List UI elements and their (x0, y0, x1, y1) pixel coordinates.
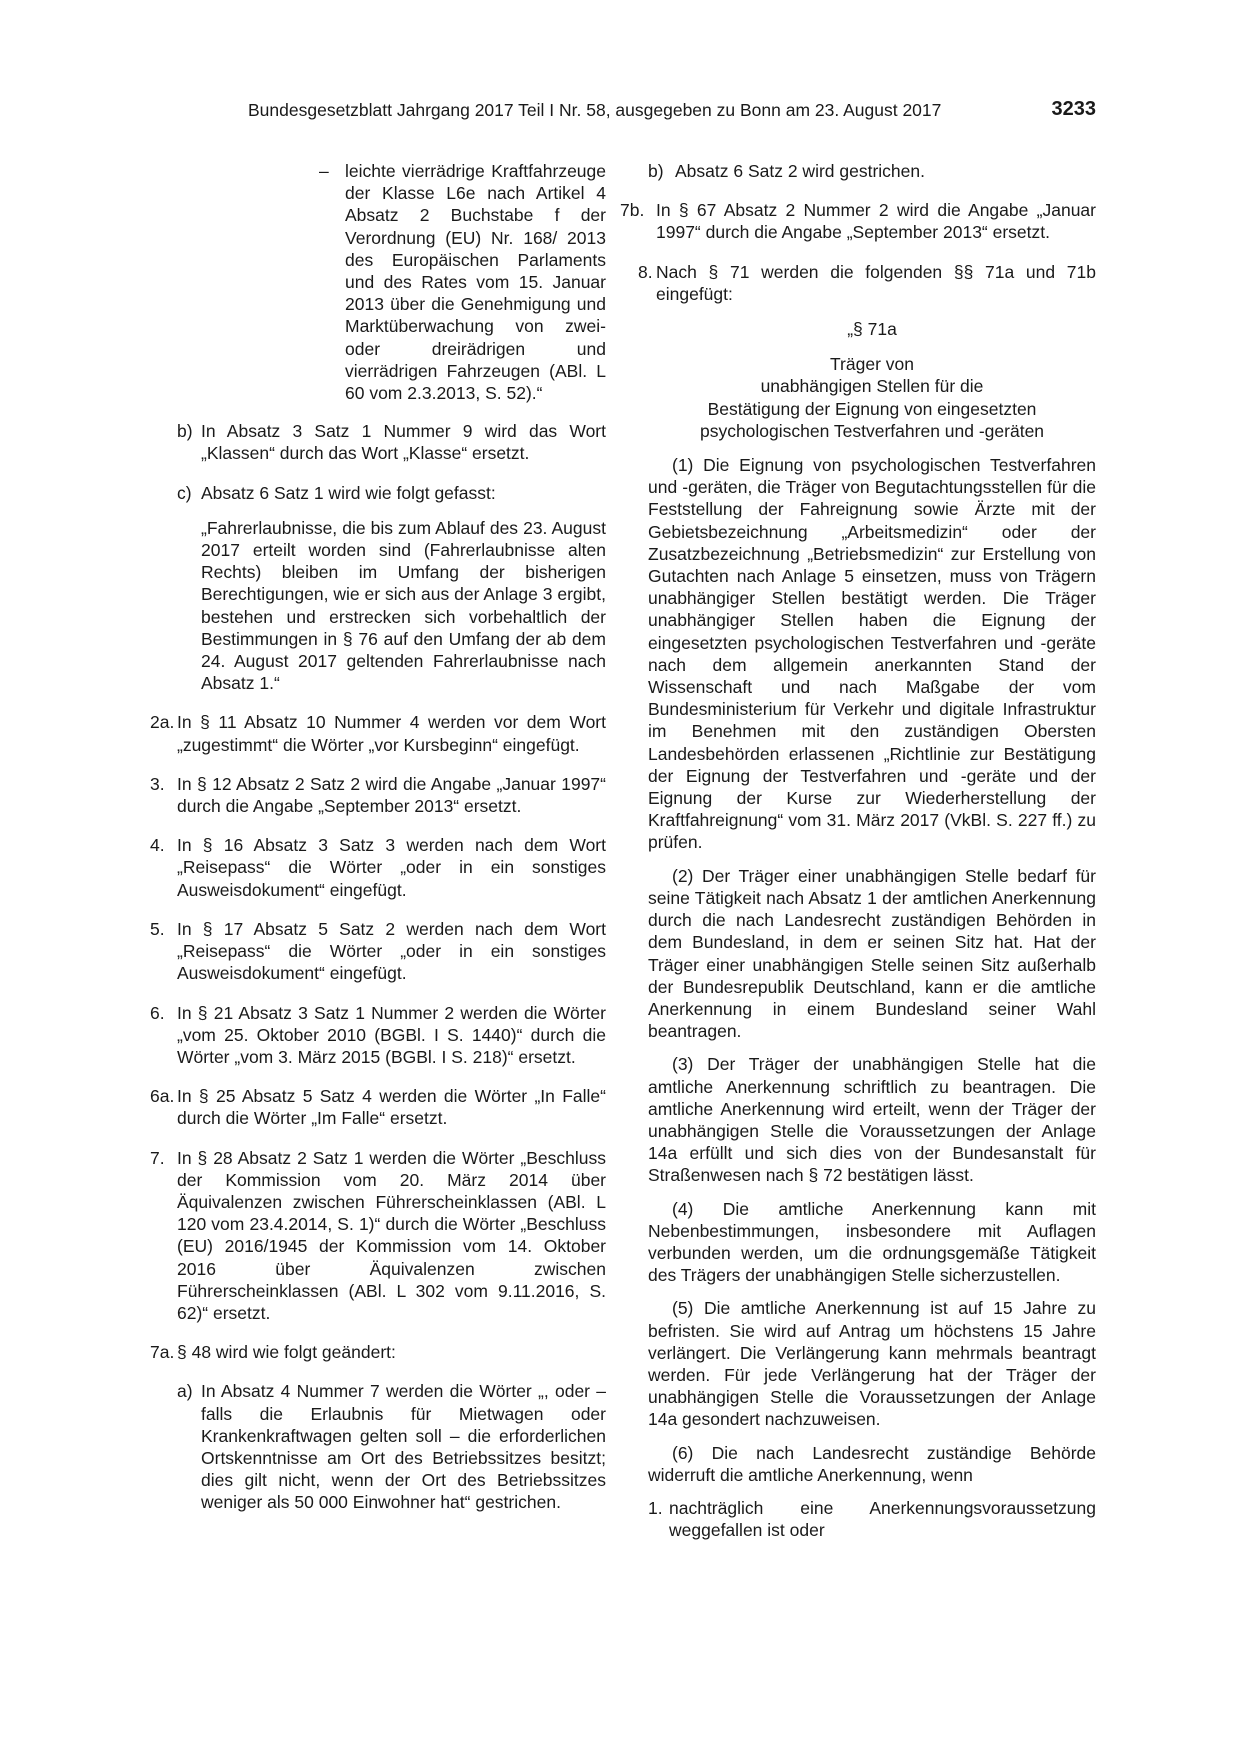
numbered-item (150, 773, 606, 817)
numbered-item (150, 1002, 606, 1069)
item-b-marker: b) (177, 421, 193, 442)
numbered-item (150, 834, 606, 901)
item-b-text: In Absatz 3 Satz 1 Nummer 9 wird das Wort „Klassen“ durch das Wort „Klasse“ ersetzt. (201, 421, 606, 464)
numbered-item-marker: 5. (150, 918, 165, 939)
paragraph: (4) Die amtliche Anerkennung kann mit Nebenbestimmungen, insbesondere mit Auflagen verbunden werden, um die ordnungsgemäße Tätigkeit des Trägers der unabhängigen Stelle sicherzustellen. (648, 1198, 1096, 1286)
list-item (648, 1497, 1096, 1541)
section-title-line: Bestätigung der Eignung von eingesetzten (707, 398, 1037, 419)
item-7a-a-marker: a) (177, 1381, 193, 1402)
section-title-line: Träger von (830, 354, 914, 375)
item-8-text: Nach § 71 werden die folgenden §§ 71a und 71b eingefügt: (656, 261, 1096, 304)
dash-item (150, 160, 606, 404)
paragraph: (3) Der Träger der unabhängigen Stelle hat die amtliche Anerkennung schriftlich zu beantragen. Die amtliche Anerkennung wird erteilt, wenn der Träger der unabhängigen Stelle die Voraussetzungen der Anlage 14a erfüllt und sich dies von der Bundesanstalt für Straßenwesen nach § 72 bestätigen lässt. (648, 1054, 1096, 1186)
numbered-item (150, 1341, 606, 1363)
item-7b (620, 199, 1096, 243)
paragraph: (6) Die nach Landesrecht zuständige Behörde widerruft die amtliche Anerkennung, wenn (648, 1442, 1096, 1485)
publication-title: Bundesgesetzblatt Jahrgang 2017 Teil I Nr. 58, ausgegeben zu Bonn am 23. August 2017 (248, 100, 942, 120)
numbered-item-text: In § 16 Absatz 3 Satz 3 werden nach dem Wort „Reisepass“ die Wörter „oder in ein sonstiges Ausweisdokument“ eingefügt. (177, 835, 606, 900)
dash-item-text: leichte vierrädrige Kraftfahrzeuge der Klasse L6e nach Artikel 4 Absatz 2 Buchstabe f der Verordnung (EU) Nr. 168/ 2013 des Europäischen Parlaments und des Rates vom 15. Januar 2013 über die Genehmigung und Marktüberwachung von zwei- oder dreirädrigen und vierrädrigen Fahrzeugen (ABl. L 60 vom 2.3.2013, S. 52).“ (345, 161, 606, 404)
numbered-item (150, 918, 606, 985)
paragraph: (1) Die Eignung von psychologischen Testverfahren und -geräten, die Träger von Begutachtungsstellen für die Feststellung der Fahreignung sowie Ärzte mit der Gebietsbezeichnung „Arbeitsmedizin“ oder der Zusatzbezeichnung „Betriebsmedizin“ zur Erstellung von Gutachten nach Anlage 5 einsetzen, muss von Trägern unabhängiger Stellen bestätigt werden. Die Träger unabhängiger Stellen haben die Eignung der eingesetzten psychologischen Testverfahren und -geräte nach dem allgemein anerkannten Stand der Wissenschaft und nach Maßgabe der vom Bundesministerium für Verkehr und digitale Infrastruktur im Benehmen mit den zuständigen Obersten Landesbehörden erlassenen „Richtlinie zur Bestätigung der Eignung der Testverfahren und -geräte und der Eignung der Kurse zur Wiederherstellung der Kraftfahreignung“ vom 31. März 2017 (VkBl. S. 227 ff.) zu prüfen. (648, 455, 1096, 853)
item-7b-marker: 7b. (620, 200, 645, 221)
section-title-line: psychologischen Testverfahren und -geräten (699, 420, 1045, 441)
numbered-item-marker: 7a. (150, 1342, 175, 1363)
numbered-item-text: In § 21 Absatz 3 Satz 1 Nummer 2 werden die Wörter „vom 25. Oktober 2010 (BGBl. I S. 1440)“ durch die Wörter „vom 3. März 2015 (BGBl. I S. 218)“ ersetzt. (177, 1002, 606, 1067)
paragraph: (5) Die amtliche Anerkennung ist auf 15 Jahre zu befristen. Sie wird auf Antrag um höchstens 15 Jahre verlängert. Die Verlängerung kann mehrmals beantragt werden. Für jede Verlängerung hat der Träger der unabhängigen Stelle die Voraussetzungen der Anlage 14a gesondert nachzuweisen. (648, 1298, 1096, 1430)
item-8-marker: 8. (638, 261, 653, 282)
numbered-item (150, 711, 606, 755)
item-8 (638, 261, 1096, 305)
numbered-item-text: In § 17 Absatz 5 Satz 2 werden nach dem Wort „Reisepass“ die Wörter „oder in ein sonstiges Ausweisdokument“ eingefügt. (177, 918, 606, 984)
item-c (150, 482, 606, 695)
numbered-item-text: In § 28 Absatz 2 Satz 1 werden die Wörter „Beschluss der Kommission vom 20. März 2014 über Äquivalenzen zwischen Führerscheinklassen (ABl. L 120 vom 23.4.2014, S. 1)“ durch die Wörter „Beschluss (EU) 2016/1945 der Kommission vom 14. Oktober 2016 über Äquivalenzen zwischen Führerscheinklassen (ABl. L 302 vom 9.11.2016, S. 62)“ ersetzt. (177, 1147, 606, 1323)
numbered-item-marker: 6a. (150, 1086, 175, 1107)
list-item-marker: 1. (648, 1497, 663, 1518)
left-column (150, 160, 606, 1531)
item-b-right-marker: b) (648, 161, 664, 181)
page-number: 3233 (1051, 98, 1096, 120)
page-header (248, 100, 1096, 128)
item-c-quote: „Fahrerlaubnisse, die bis zum Ablauf des 23. August 2017 erteilt worden sind (Fahrerlaubnisse alten Rechts) bleiben im Umfang der bisherigen Berechtigungen, wie er sich aus der Anlage 3 ergibt, bestehen und erstrecken sich vorbehaltlich der Bestimmungen in § 76 auf den Umfang der ab dem 24. August 2017 geltenden Fahrerlaubnisse nach Absatz 1.“ (201, 517, 606, 694)
numbered-item-marker: 4. (150, 835, 165, 856)
item-b-right-text: Absatz 6 Satz 2 wird gestrichen. (675, 161, 925, 181)
item-7a-a (150, 1380, 606, 1513)
item-b (150, 420, 606, 464)
paragraph: (2) Der Träger einer unabhängigen Stelle bedarf für seine Tätigkeit nach Absatz 1 der amtlichen Anerkennung durch die nach Landesrecht zuständigen Behörden in dem Bundesland, in dem er seinen Sitz hat. Hat der Träger einer unabhängigen Stelle seinen Sitz außerhalb der Bundesrepublik Deutschland, kann er die amtliche Anerkennung in einem Bundesland seiner Wahl beantragen. (648, 865, 1096, 1042)
section-title-line: unabhängigen Stellen für die (760, 376, 984, 397)
item-c-text: Absatz 6 Satz 1 wird wie folgt gefasst: (201, 482, 496, 503)
right-column (620, 160, 1096, 1558)
numbered-item-marker: 3. (150, 773, 165, 794)
item-7b-text: In § 67 Absatz 2 Nummer 2 wird die Angabe „Januar 1997“ durch die Angabe „September 2013“ ersetzt. (656, 200, 1096, 243)
numbered-item-marker: 6. (150, 1002, 165, 1023)
numbered-item-text: In § 12 Absatz 2 Satz 2 wird die Angabe „Januar 1997“ durch die Angabe „September 2013“ ersetzt. (177, 773, 606, 817)
numbered-item (150, 1085, 606, 1129)
item-b-right (648, 160, 1096, 182)
item-c-marker: c) (177, 482, 192, 503)
item-7a-a-text: In Absatz 4 Nummer 7 werden die Wörter „, oder – falls die Erlaubnis für Mietwagen oder Krankenkraftwagen gelten soll – die erforderlichen Ortskenntnisse am Ort des Betriebssitzes besitzt; dies gilt nicht, wenn der Ort des Betriebssitzes weniger als 50 000 Einwohner hat“ gestrichen. (201, 1381, 606, 1513)
section-title (648, 353, 1096, 442)
numbered-item (150, 1147, 606, 1325)
dash-marker: – (319, 161, 329, 181)
numbered-item-marker: 2a. (150, 712, 175, 733)
list-item-text: nachträglich eine Anerkennungsvoraussetzung weggefallen ist oder (669, 1497, 1096, 1541)
numbered-item-text: § 48 wird wie folgt geändert: (177, 1342, 396, 1363)
numbered-item-text: In § 25 Absatz 5 Satz 4 werden die Wörter „In Falle“ durch die Wörter „Im Falle“ ersetzt. (177, 1086, 606, 1129)
numbered-item-text: In § 11 Absatz 10 Nummer 4 werden vor dem Wort „zugestimmt“ die Wörter „vor Kursbeginn“ eingefügt. (177, 712, 606, 755)
numbered-item-marker: 7. (150, 1147, 165, 1168)
section-number: „§ 71a (847, 319, 897, 340)
